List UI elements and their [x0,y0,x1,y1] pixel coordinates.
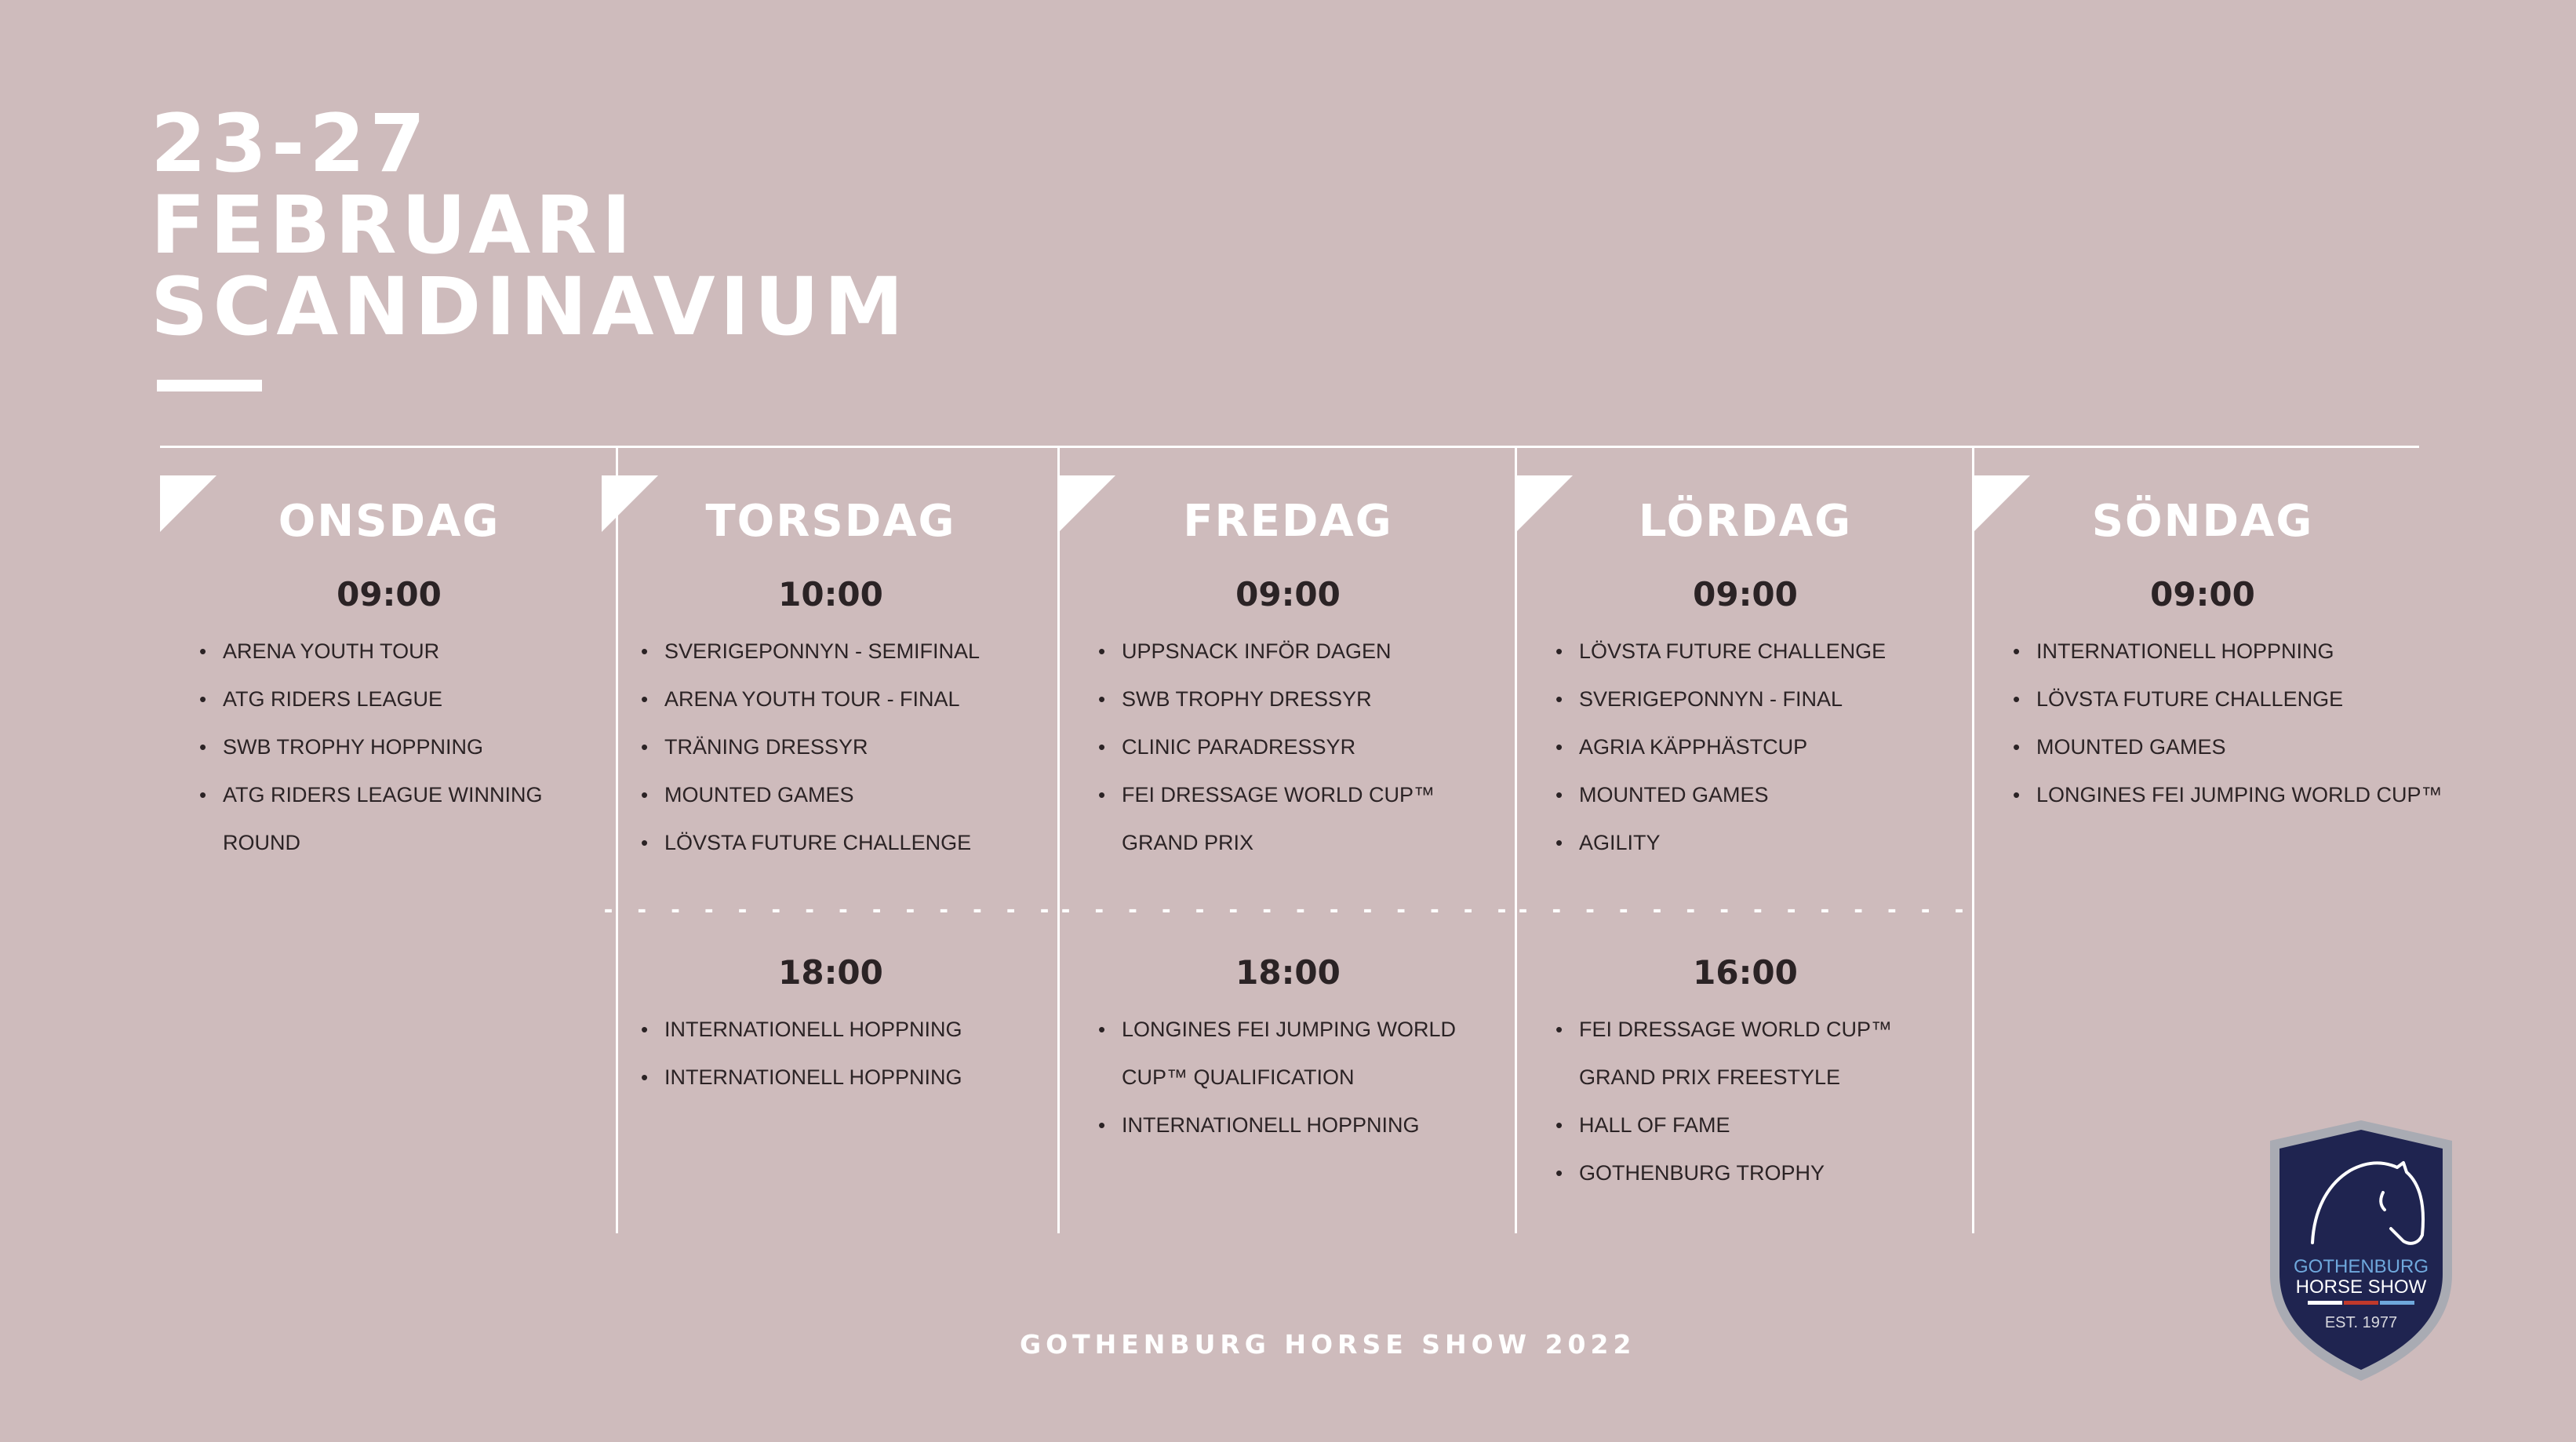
event-item-line: • LONGINES FEI JUMPING WORLD [1122,1018,1457,1041]
event-item [1122,771,1517,867]
session-separator: - - - - - - - - - - - - - - [603,894,1058,924]
session-time: 09:00 [2150,575,2255,614]
event-headline [151,97,908,354]
event-item: • LÖVSTA FUTURE CHALLENGE [1579,628,1974,675]
event-list [1516,628,1974,867]
event-item: • SVERIGEPONNYN - FINAL [1579,675,1974,723]
session [602,573,1060,867]
event-item: • SWB TROPHY HOPPNING [223,723,618,771]
event-item: • SWB TROPHY DRESSYR [1122,675,1517,723]
event-item-line: • FEI DRESSAGE WORLD CUP™ [1579,1018,1893,1041]
headline-underline [157,380,262,391]
event-item: • LONGINES FEI JUMPING WORLD CUP™ [2036,771,2518,819]
event-item-line: • FEI DRESSAGE WORLD CUP™ [1122,783,1435,807]
session [1059,951,1517,1149]
event-item-line: GRAND PRIX [1122,831,1254,854]
event-item: • HALL OF FAME [1579,1102,1974,1149]
day-column-sondag [1974,447,2443,1233]
session [602,951,1060,1102]
event-item: • SVERIGEPONNYN - SEMIFINAL [664,628,1060,675]
session [1516,573,1974,867]
event-item: • AGRIA KÄPPHÄSTCUP [1579,723,1974,771]
event-item-line: CUP™ QUALIFICATION [1122,1065,1355,1089]
event-item: • LÖVSTA FUTURE CHALLENGE [664,819,1060,867]
session [1516,951,1974,1197]
session-separator: - - - - - - - - - - - - - - [1061,894,1515,924]
event-item: • CLINIC PARADRESSYR [1122,723,1517,771]
event-item-line: • ATG RIDERS LEAGUE WINNING [223,783,543,807]
event-item: • ARENA YOUTH TOUR - FINAL [664,675,1060,723]
event-item: • LÖVSTA FUTURE CHALLENGE [2036,675,2518,723]
event-item-line: GRAND PRIX FREESTYLE [1579,1065,1841,1089]
session-time: 09:00 [337,575,442,614]
event-list [1516,1006,1974,1197]
session-time: 18:00 [778,953,883,992]
logo-est: EST. 1977 [2324,1314,2398,1331]
event-item: • ARENA YOUTH TOUR [223,628,618,675]
event-list [160,628,618,867]
event-item: • ATG RIDERS LEAGUE [223,675,618,723]
event-item [223,771,618,867]
day-name: FREDAG [1183,496,1393,547]
event-item: • GOTHENBURG TROPHY [1579,1149,1974,1197]
event-item [1122,1006,1517,1102]
venue: SCANDINAVIUM [151,260,908,354]
event-list [602,628,1060,867]
logo-line1: GOTHENBURG [2293,1256,2429,1277]
session-time: 18:00 [1235,953,1341,992]
day-name: TORSDAG [705,496,956,547]
event-list [1974,628,2518,819]
event-item: • INTERNATIONELL HOPPNING [2036,628,2518,675]
session-time: 09:00 [1235,575,1341,614]
event-item: • MOUNTED GAMES [664,771,1060,819]
day-column-fredag [1059,447,1517,1233]
event-item: • INTERNATIONELL HOPPNING [664,1006,1060,1054]
event-item: • INTERNATIONELL HOPPNING [1122,1102,1517,1149]
event-item: • MOUNTED GAMES [2036,723,2518,771]
event-item [1579,1006,1974,1102]
session-separator: - - - - - - - - - - - - - - [1518,894,1973,924]
event-item: • MOUNTED GAMES [1579,771,1974,819]
session-time: 16:00 [1693,953,1798,992]
event-list [602,1006,1060,1102]
event-item: • INTERNATIONELL HOPPNING [664,1054,1060,1102]
event-item: • UPPSNACK INFÖR DAGEN [1122,628,1517,675]
event-list [1059,628,1517,867]
session [160,573,618,867]
logo-line2: HORSE SHOW [2295,1276,2427,1298]
month: FEBRUARI [151,179,636,272]
event-item: • TRÄNING DRESSYR [664,723,1060,771]
event-list [1059,1006,1517,1149]
event-item: • AGILITY [1579,819,1974,867]
date-range: 23-27 [151,97,431,191]
day-name: ONSDAG [278,496,500,547]
footer-title: GOTHENBURG HORSE SHOW 2022 [1020,1329,1636,1360]
session-time: 10:00 [778,575,883,614]
day-column-torsdag [602,447,1060,1233]
day-column-onsdag [160,447,618,1233]
session [1974,573,2518,819]
day-name: SÖNDAG [2091,496,2314,547]
event-item-line: ROUND [223,831,300,854]
day-name: LÖRDAG [1638,496,1853,547]
session [1059,573,1517,867]
gothenburg-horse-show-logo [2265,1117,2457,1384]
day-column-lordag [1516,447,1974,1233]
session-time: 09:00 [1693,575,1798,614]
